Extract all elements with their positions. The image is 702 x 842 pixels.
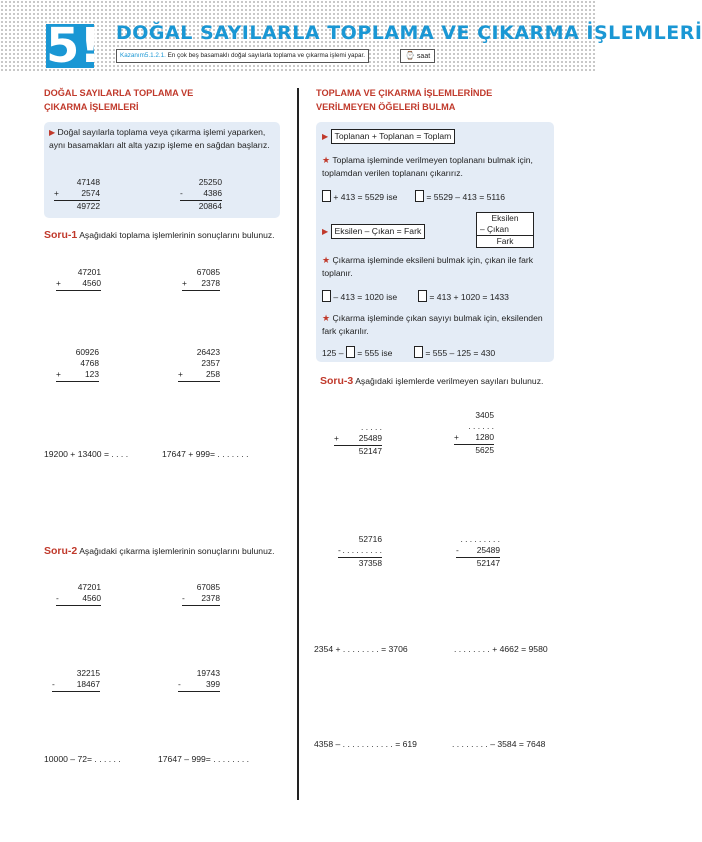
- soru-1f: 17647 + 999= . . . . . . .: [162, 449, 249, 459]
- soru-3c: 52716 - . . . . . . . . . 37358: [338, 534, 382, 568]
- saat-box: [400, 49, 435, 63]
- soru-2f: 17647 – 999= . . . . . . . .: [158, 754, 250, 764]
- page-title: DOĞAL SAYILARLA TOPLAMA VE ÇIKARMA İŞLEMLERİ: [116, 22, 702, 44]
- soru-3b: 3405 . . . . . . + 1280 5625: [454, 410, 494, 455]
- example-2a: – 413 = 1020 ise: [322, 290, 397, 302]
- unknown-box: [346, 346, 355, 358]
- soru-2b: 67085 - 2378: [182, 582, 220, 606]
- info-example-addition: 47148 + 2574 49722: [54, 177, 100, 211]
- arrow-icon: ▶: [322, 132, 329, 141]
- soru-3d: . . . . . . . . . - 25489 52147: [456, 534, 500, 568]
- star-icon: ★: [322, 255, 331, 265]
- example-1a: + 413 = 5529 ise: [322, 190, 397, 202]
- soru-2d: 19743 - 399: [178, 668, 220, 692]
- star-icon: ★: [322, 313, 331, 323]
- soru-2-prompt: Soru-2 Aşağıdaki çıkarma işlemlerinin sonuçlarını bulunuz.: [44, 545, 275, 557]
- formula-1-row: [322, 129, 455, 144]
- soru-1a: 47201 + 4560: [56, 267, 101, 291]
- info-example-subtraction: 25250 - 4386 20864: [180, 177, 222, 211]
- column-divider: [297, 88, 299, 800]
- soru-3f: . . . . . . . . + 4662 = 9580: [454, 644, 548, 654]
- soru-3-prompt: Soru-3 Aşağıdaki işlemlerde verilmeyen sayıları bulunuz.: [320, 375, 544, 387]
- soru-3a: . . . . . + 25489 52147: [334, 422, 382, 456]
- example-2b: = 413 + 1020 = 1433: [418, 290, 509, 302]
- left-info-text: ▶ Doğal sayılarla toplama veya çıkarma işlemi yaparken, aynı basamakları alt alta yazıp işleme en sağdan başlarız.: [49, 127, 270, 150]
- unknown-box: [415, 190, 424, 202]
- soru-2a: 47201 - 4560: [56, 582, 101, 606]
- clock-icon: ⌚: [405, 51, 415, 60]
- arrow-icon: ▶: [322, 227, 329, 236]
- grade-badge: 5!: [46, 18, 102, 74]
- unknown-box: [414, 346, 423, 358]
- rule-2: ★ Çıkarma işleminde eksileni bulmak için, çıkan ile fark toplanır.: [322, 255, 534, 278]
- formula-2-row: [322, 224, 425, 239]
- soru-3g: 4358 – . . . . . . . . . . . = 619: [314, 739, 417, 749]
- soru-2e: 10000 – 72= . . . . . .: [44, 754, 121, 764]
- soru-1-prompt: Soru-1 Aşağıdaki toplama işlemlerinin sonuçlarını bulunuz.: [44, 229, 275, 241]
- rule-3: ★ Çıkarma işleminde çıkan sayıyı bulmak için, eksilenden fark çıkarılır.: [322, 313, 543, 336]
- unknown-box: [418, 290, 427, 302]
- left-section-title: DOĞAL SAYILARLA TOPLAMA VE ÇIKARMA İŞLEMLERİ: [44, 88, 194, 112]
- unknown-box: [322, 290, 331, 302]
- right-section-title: TOPLAMA VE ÇIKARMA İŞLEMLERİNDE VERİLMEYEN ÖĞELERİ BULMA: [316, 88, 493, 112]
- soru-1d: 26423 2357 + 258: [178, 347, 220, 382]
- kazanim-code: Kazanım5.1.2.1.: [120, 52, 166, 59]
- star-icon: ★: [322, 155, 331, 165]
- formula-2: Eksilen – Çıkan = Fark: [331, 224, 426, 239]
- example-3a: 125 – = 555 ise: [322, 348, 393, 358]
- kazanim-text: En çok beş basamaklı doğal sayılarla toplama ve çıkarma işlemi yapar.: [167, 52, 366, 59]
- soru-1e: 19200 + 13400 = . . . .: [44, 449, 129, 459]
- soru-3e: 2354 + . . . . . . . . = 3706: [314, 644, 408, 654]
- soru-1c: 60926 4768 + 123: [56, 347, 99, 382]
- example-1b: = 5529 – 413 = 5116: [415, 190, 505, 202]
- soru-2c: 32215 - 18467: [52, 668, 100, 692]
- formula-1: Toplanan + Toplanan = Toplam: [331, 129, 456, 144]
- rule-1: ★ Toplama işleminde verilmeyen toplananı bulmak için, toplamdan verilen toplananı çıkarırız.: [322, 155, 533, 178]
- subtraction-stack: Eksilen – Çıkan Fark: [476, 212, 534, 248]
- soru-3h: . . . . . . . . – 3584 = 7648: [452, 739, 546, 749]
- example-3b: = 555 – 125 = 430: [414, 346, 495, 358]
- soru-1b: 67085 + 2378: [182, 267, 220, 291]
- saat-label: saat: [416, 53, 431, 60]
- arrow-icon: ▶: [49, 128, 56, 137]
- unknown-box: [322, 190, 331, 202]
- kazanim-box: [116, 49, 369, 63]
